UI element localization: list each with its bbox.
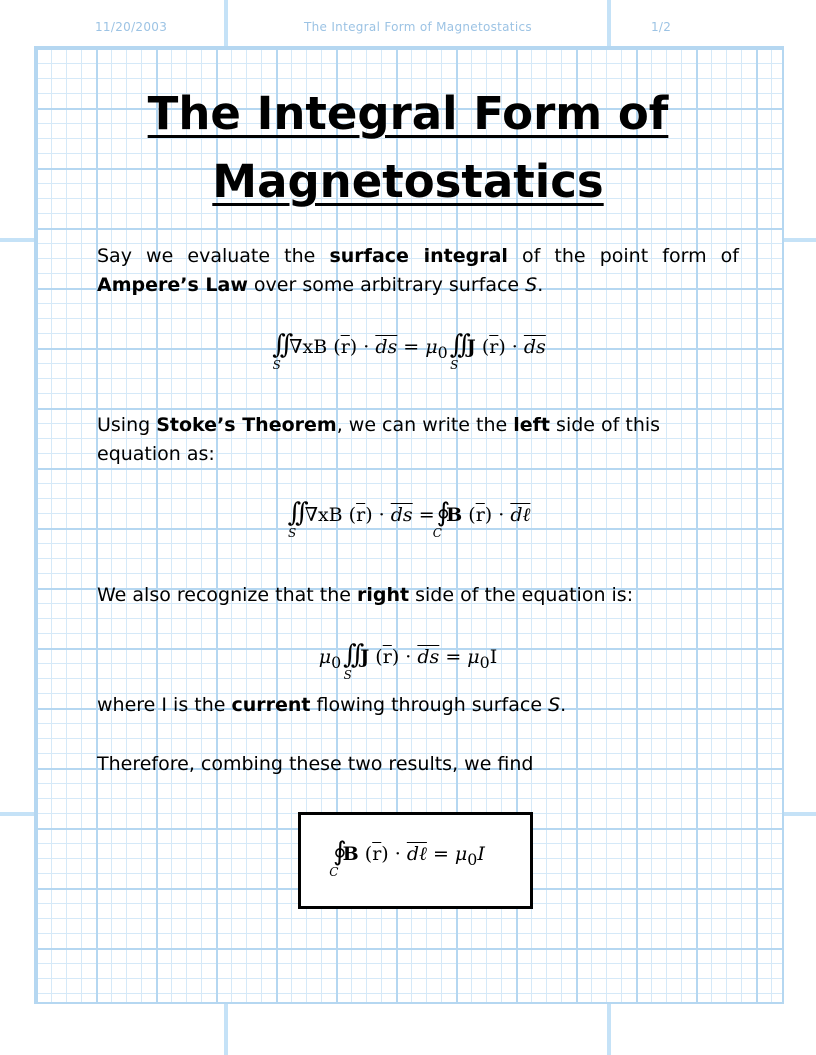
paragraph-stokes: Using Stoke’s Theorem, we can write the left side of this equation as: (97, 414, 661, 465)
equation-stokes-theorem: ∫∫ S ∇xB $(\overline{r}) \cdot \overline{ds}$ = ∮ C B $(\overline{r})$ · dℓ (287, 498, 531, 540)
equation-ampere-integral-form: ∮ C B $(\overline{r})$ · dℓ = $\mu_0I$ (329, 837, 485, 879)
paragraph-intro-line-2: Ampere’s Law over some arbitrary surface S. (97, 274, 544, 296)
header-page-number: 1/2 (651, 20, 672, 34)
equation-ampere-surface-integral: ∫∫ S ∇xB $(\overline{r}) \cdot \overline{ds} = \mu_0$ ∫∫ S J $(\overline{r}) \cdot \overline{ds}$ (272, 330, 546, 372)
header-title: The Integral Form of Magnetostatics (304, 20, 532, 34)
page-title-line-1: The Integral Form of (147, 87, 669, 140)
paragraph-intro-line-1: Say we evaluate the surface integral of the point form of (97, 245, 739, 267)
paragraph-conclusion: Therefore, combing these two results, we find (97, 753, 534, 775)
equation-current-integral: $\mu_0$ ∫∫ S J $(\overline{r}) \cdot \overline{ds} = \mu_0I$ (318, 640, 498, 682)
paragraph-current-definition: where I is the current flowing through surface S. (97, 694, 567, 716)
header-date: 11/20/2003 (95, 20, 168, 34)
page-title-line-2: Magnetostatics (212, 155, 604, 208)
paragraph-right-side: We also recognize that the right side of the equation is: (97, 584, 634, 606)
